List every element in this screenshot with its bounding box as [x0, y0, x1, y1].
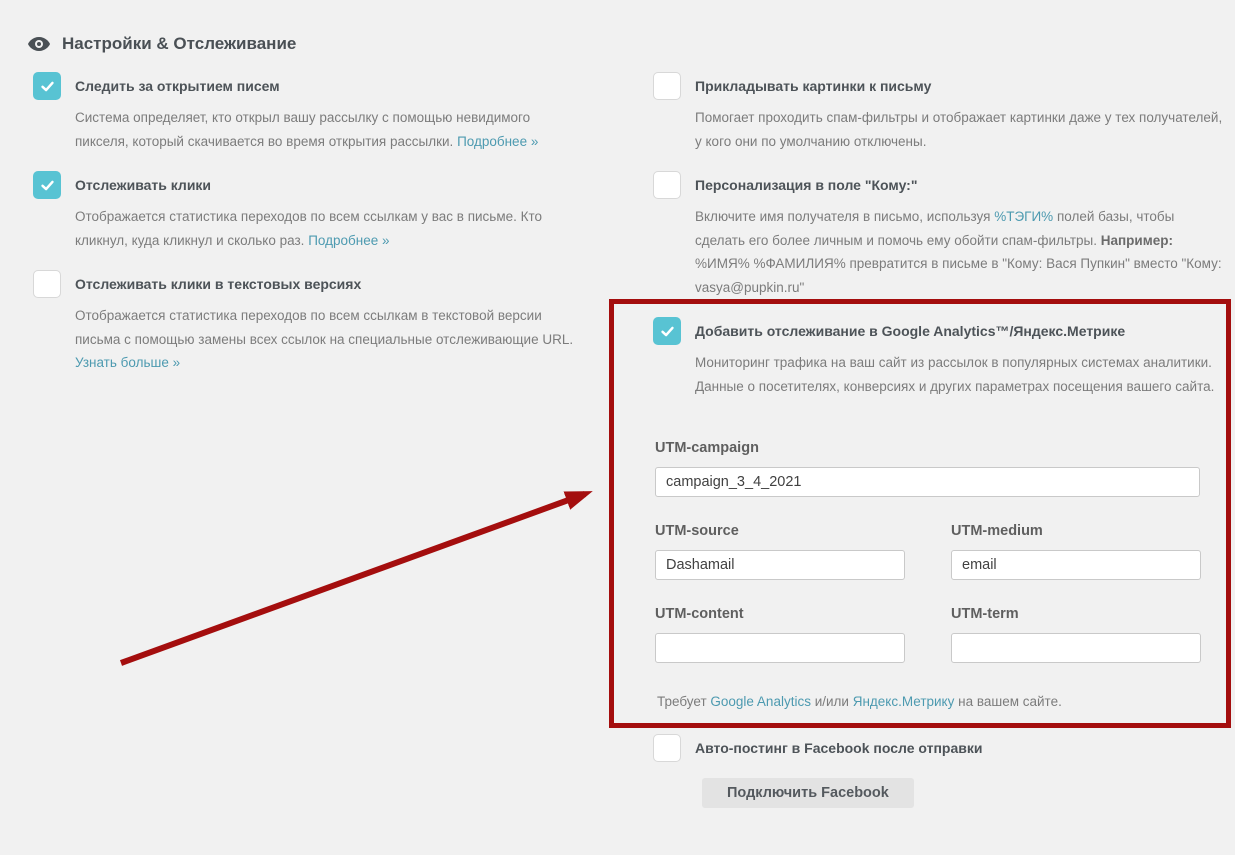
track-text-clicks-row	[33, 270, 598, 375]
personalization-text-2: полей базы, чтобы сделать его более личным и помочь ему обойти спам-фильтры.	[695, 209, 1175, 248]
track-text-clicks-description	[75, 304, 580, 375]
right-column	[653, 72, 1231, 826]
analytics-row	[653, 317, 1231, 709]
personalization-checkbox[interactable]	[653, 171, 681, 199]
tags-link[interactable]: %ТЭГИ%	[994, 209, 1054, 224]
utm-medium-field	[951, 523, 1201, 580]
attach-images-row	[653, 72, 1231, 153]
track-opens-checkbox[interactable]	[33, 72, 61, 100]
track-clicks-description	[75, 205, 580, 252]
analytics-checkbox[interactable]	[653, 317, 681, 345]
utm-source-input[interactable]	[655, 550, 905, 580]
track-text-clicks-learn-more-link[interactable]: Узнать больше »	[75, 355, 181, 370]
personalization-row	[653, 171, 1231, 299]
utm-campaign-label: UTM-campaign	[655, 440, 759, 456]
track-text-clicks-description-text: Отображается статистика переходов по всем ссылкам в текстовой версии письма с помощью замены всех ссылок на специальные отслеживающие URL.	[75, 308, 574, 347]
connect-facebook-button[interactable]: Подключить Facebook	[702, 778, 914, 808]
analytics-description: Мониторинг трафика на ваш сайт из рассылок в популярных системах аналитики. Данные о посетителях, конверсиях и других параметрах посещения вашего сайта.	[695, 355, 1215, 394]
personalization-example-label: Например:	[1100, 232, 1173, 248]
track-clicks-checkbox[interactable]	[33, 171, 61, 199]
track-clicks-row	[33, 171, 598, 252]
utm-term-label: UTM-term	[951, 606, 1019, 622]
utm-term-field	[951, 606, 1201, 663]
attach-images-checkbox[interactable]	[653, 72, 681, 100]
analytics-footnote	[657, 694, 1231, 709]
utm-source-label: UTM-source	[655, 523, 739, 539]
yandex-metrika-link[interactable]: Яндекс.Метрику	[852, 694, 955, 709]
track-opens-more-link[interactable]: Подробнее »	[457, 133, 539, 149]
track-opens-description	[75, 106, 580, 153]
utm-content-input[interactable]	[655, 633, 905, 663]
utm-medium-input[interactable]	[951, 550, 1201, 580]
personalization-text-3: %ИМЯ% %ФАМИЛИЯ% превратится в письме в "Кому: Вася Пупкин" вместо "Кому: vasya@pupkin.ru"	[695, 256, 1222, 295]
personalization-description	[695, 205, 1223, 299]
left-column	[33, 72, 598, 393]
track-text-clicks-checkbox[interactable]	[33, 270, 61, 298]
attach-images-label: Прикладывать картинки к письму	[695, 78, 932, 94]
track-opens-description-text: Система определяет, кто открыл вашу рассылку с помощью невидимого пикселя, который скачивается во время открытия рассылки.	[75, 110, 531, 149]
facebook-autopost-label: Авто-постинг в Facebook после отправки	[695, 740, 983, 756]
personalization-label: Персонализация в поле "Кому:"	[695, 177, 918, 193]
track-clicks-more-link[interactable]: Подробнее »	[308, 232, 390, 248]
analytics-label: Добавить отслеживание в Google Analytics™/Яндекс.Метрике	[695, 323, 1126, 339]
facebook-autopost-row	[653, 734, 1231, 808]
track-clicks-description-text: Отображается статистика переходов по всем ссылкам у вас в письме. Кто кликнул, куда кликнул и сколько раз.	[75, 209, 543, 248]
utm-term-input[interactable]	[951, 633, 1201, 663]
utm-campaign-input[interactable]	[655, 467, 1200, 497]
utm-fields	[655, 440, 1231, 709]
footnote-text-2: и/или	[810, 694, 853, 709]
personalization-text-1: Включите имя получателя в письмо, используя	[695, 209, 995, 224]
utm-source-field	[655, 523, 905, 580]
eye-icon	[27, 36, 51, 52]
track-opens-label: Следить за открытием писем	[75, 78, 280, 94]
utm-content-label: UTM-content	[655, 606, 744, 622]
section-header	[27, 34, 296, 54]
facebook-autopost-checkbox[interactable]	[653, 734, 681, 762]
attach-images-description: Помогает проходить спам-фильтры и отображает картинки даже у тех получателей, у кого они по умолчанию отключены.	[695, 110, 1223, 149]
track-text-clicks-label: Отслеживать клики в текстовых версиях	[75, 276, 362, 292]
track-opens-row	[33, 72, 598, 153]
utm-medium-label: UTM-medium	[951, 523, 1043, 539]
google-analytics-link[interactable]: Google Analytics	[710, 694, 811, 709]
track-clicks-label: Отслеживать клики	[75, 177, 212, 193]
footnote-text-3: на вашем сайте.	[954, 694, 1062, 709]
page-title: Настройки & Отслеживание	[62, 34, 297, 53]
utm-content-field	[655, 606, 905, 663]
footnote-text-1: Требует	[657, 694, 711, 709]
